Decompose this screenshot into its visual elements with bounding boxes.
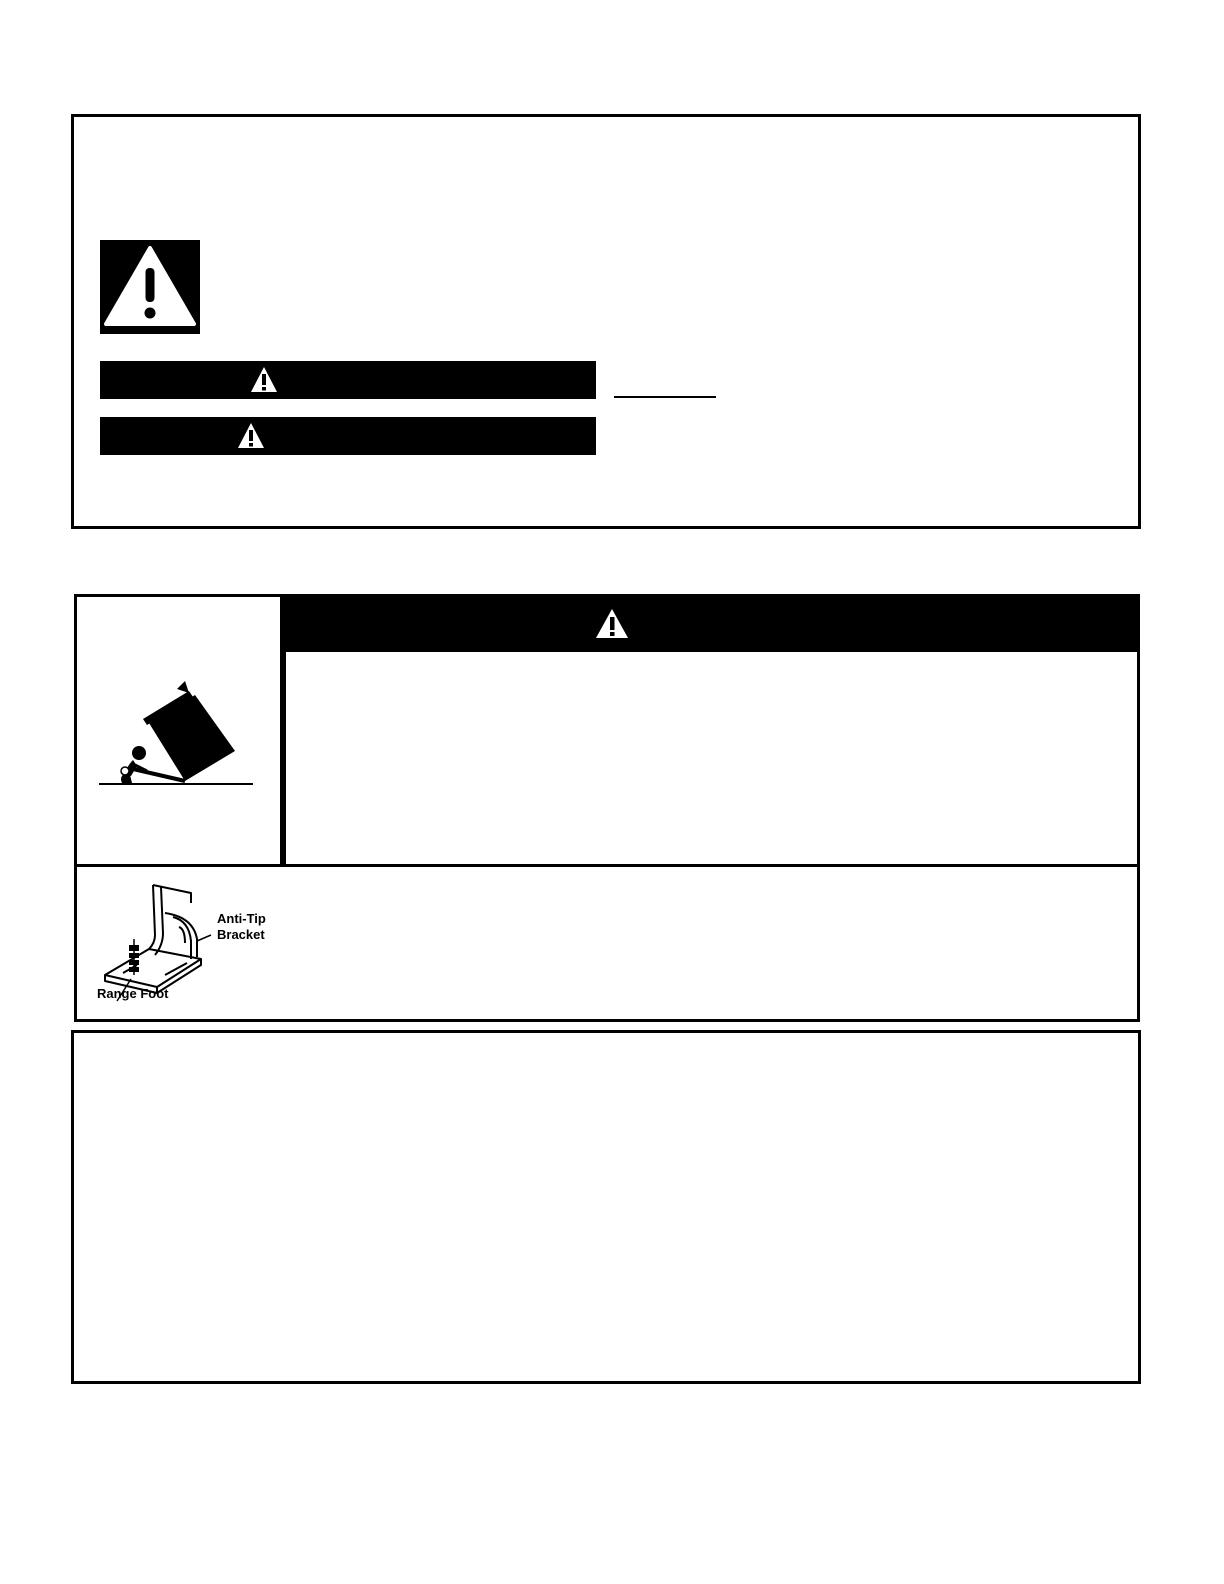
child-tipping-range-icon <box>77 667 277 867</box>
anti-tip-instructions-panel <box>77 867 1137 1019</box>
anti-tip-label-line1: Anti-Tip <box>217 911 266 926</box>
safety-alert-symbol-icon <box>100 240 200 334</box>
underline-rule <box>614 396 716 398</box>
warning-triangle-icon <box>237 422 265 449</box>
anti-tip-bracket-figure <box>93 883 273 1009</box>
warning-triangle-icon <box>595 608 629 639</box>
anti-tip-label-line2: Bracket <box>217 927 265 942</box>
tip-over-warning-box <box>74 594 1140 1022</box>
safety-instructions-box <box>71 1030 1141 1384</box>
safety-message-box <box>71 114 1141 529</box>
warning-banner <box>100 417 596 455</box>
warning-triangle-icon <box>250 366 278 393</box>
warning-text-panel <box>283 652 1137 867</box>
range-foot-label: Range Foot <box>97 986 169 1001</box>
warning-header-bar <box>283 597 1137 652</box>
tip-over-illustration-panel <box>77 597 283 867</box>
danger-banner <box>100 361 596 399</box>
